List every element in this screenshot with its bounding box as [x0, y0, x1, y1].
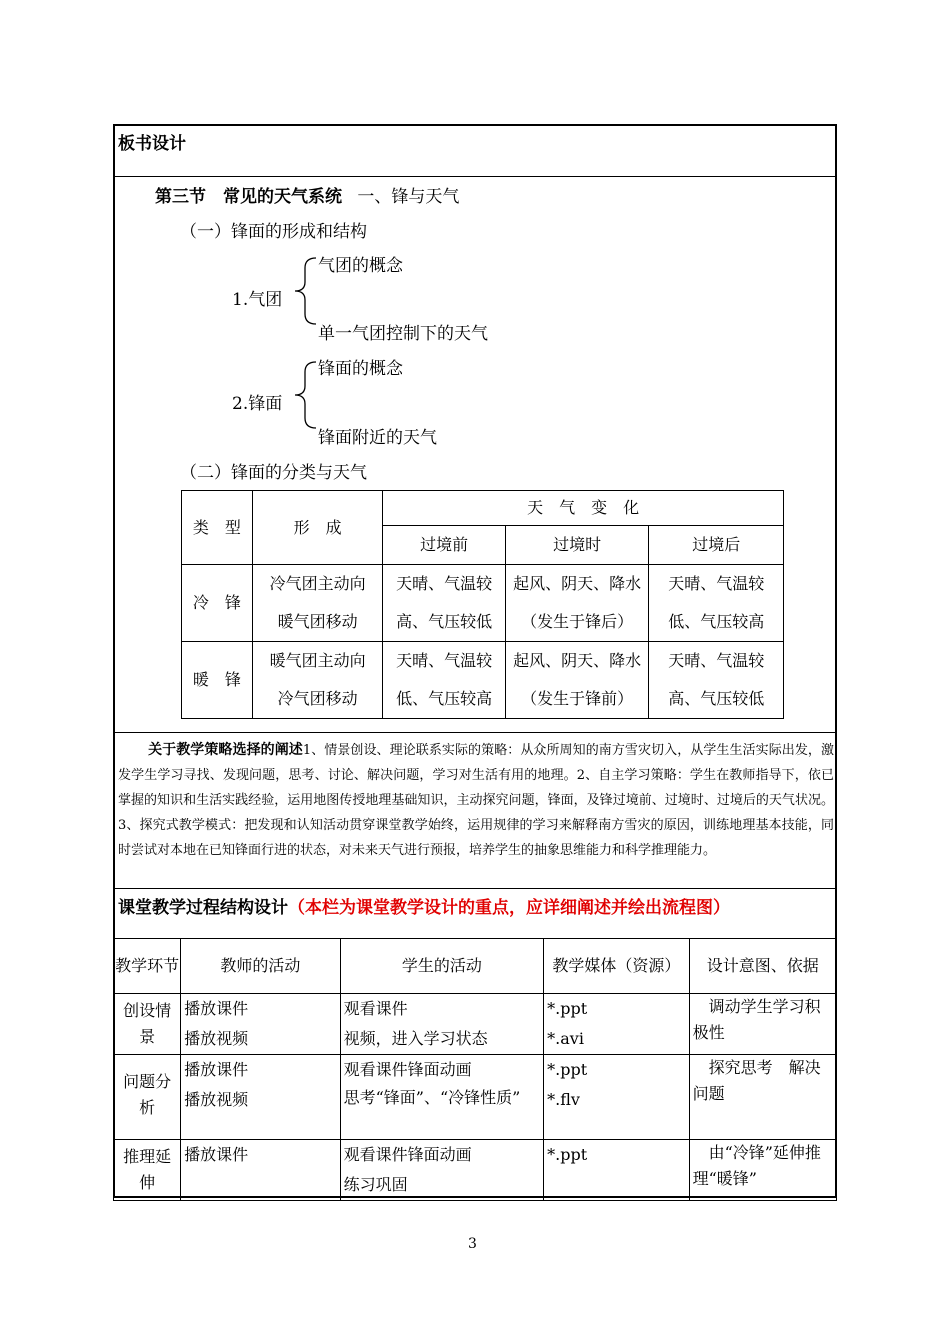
- front-type: 暖 锋: [182, 642, 253, 719]
- sub-before-header: 过境前: [383, 526, 506, 565]
- col-change-header: 天 气 变 化: [383, 491, 784, 526]
- strategy-title: 关于教学策略选择的阐述: [148, 742, 303, 758]
- board-title-topic: 一、锋与天气: [357, 187, 460, 207]
- front-weather: 锋面附近的天气: [318, 428, 437, 448]
- media-cell: *.ppt *.flv: [544, 1055, 689, 1140]
- process-title: 课堂教学过程结构设计: [118, 898, 288, 918]
- board-title: [155, 182, 459, 207]
- front-weather-table: [181, 490, 784, 719]
- table-row: [114, 1140, 837, 1201]
- airmass-label: 1.气团: [232, 290, 283, 310]
- process-note: （本栏为课堂教学设计的重点，应详细阐述并绘出流程图）: [288, 898, 730, 918]
- col-form-header: 形 成: [252, 491, 383, 565]
- front-type: 冷 锋: [182, 565, 253, 642]
- student-cell: 观看课件锋面动画 练习巩固: [340, 1140, 544, 1201]
- weather-during: 起风、阴天、降水 （发生于锋前）: [505, 642, 648, 719]
- stage-cell: 问题分析: [114, 1055, 181, 1140]
- col-type-header: 类 型: [182, 491, 253, 565]
- airmass-concept: 气团的概念: [318, 256, 403, 276]
- front-formation: 冷气团主动向 暖气团移动: [252, 565, 383, 642]
- teacher-cell: 播放课件: [181, 1140, 340, 1201]
- board-header: 板书设计: [118, 134, 186, 154]
- sub-after-header: 过境后: [649, 526, 784, 565]
- teacher-header: 教师的活动: [181, 939, 340, 994]
- table-row: [114, 1055, 837, 1140]
- front-concept: 锋面的概念: [318, 359, 403, 379]
- weather-before: 天晴、气温较 高、气压较低: [383, 565, 506, 642]
- intent-cell: 探究思考 解决问题: [689, 1055, 836, 1140]
- page-number: 3: [468, 1236, 477, 1252]
- board-subheading-2: （二）锋面的分类与天气: [180, 463, 367, 483]
- sub-during-header: 过境时: [505, 526, 648, 565]
- weather-before: 天晴、气温较 低、气压较高: [383, 642, 506, 719]
- strategy-paragraph: [118, 738, 834, 863]
- strategy-text: 1、情景创设、理论联系实际的策略：从众所周知的南方雪灾切入，从学生生活实际出发，激发学生学习寻找、发现问题，思考、讨论、解决问题，学习对生活有用的地理。2、自主学习策略：学生在教师指导下，依已掌握的知识和生活实践经验，运用地图传授地理基础知识，主动探究问题，锋面，及锋过境前、过境时、过境后的天气状况。3、探究式教学模式：把发现和认知活动贯穿课堂教学始终，运用规律的学习来解释南方雪灾的原因，训练地理基本技能，同时尝试对本地在已知锋面行进的状态，对未来天气进行预报，培养学生的抽象思维能力和科学推理能力。: [118, 743, 834, 858]
- student-cell: 观看课件锋面动画 思考“锋面”、“冷锋性质”: [340, 1055, 544, 1140]
- divider: [114, 888, 836, 889]
- table-row: [182, 565, 784, 642]
- divider: [114, 732, 836, 733]
- weather-after: 天晴、气温较 高、气压较低: [649, 642, 784, 719]
- divider: [114, 176, 836, 177]
- weather-after: 天晴、气温较 低、气压较高: [649, 565, 784, 642]
- board-subheading-1: （一）锋面的形成和结构: [180, 222, 367, 242]
- stage-cell: 推理延伸: [114, 1140, 181, 1201]
- weather-during: 起风、阴天、降水 （发生于锋后）: [505, 565, 648, 642]
- intent-header: 设计意图、依据: [689, 939, 836, 994]
- airmass-weather: 单一气团控制下的天气: [318, 324, 488, 344]
- brace-icon: [292, 360, 318, 430]
- table-row: [182, 642, 784, 719]
- intent-cell: 调动学生学习积极性: [689, 994, 836, 1055]
- media-header: 教学媒体（资源）: [544, 939, 689, 994]
- process-header: [118, 893, 730, 918]
- teacher-cell: 播放课件 播放视频: [181, 1055, 340, 1140]
- brace-icon: [292, 256, 318, 326]
- intent-cell: 由“冷锋”延伸推理“暖锋”: [689, 1140, 836, 1201]
- process-table: [113, 938, 837, 1201]
- stage-header: 教学环节: [114, 939, 181, 994]
- stage-cell: 创设情景: [114, 994, 181, 1055]
- student-header: 学生的活动: [340, 939, 544, 994]
- media-cell: *.ppt: [544, 1140, 689, 1201]
- media-cell: *.ppt *.avi: [544, 994, 689, 1055]
- student-cell: 观看课件 视频，进入学习状态: [340, 994, 544, 1055]
- board-title-section: 第三节 常见的天气系统: [155, 187, 342, 207]
- front-label: 2.锋面: [232, 394, 283, 414]
- table-row: [114, 994, 837, 1055]
- teacher-cell: 播放课件 播放视频: [181, 994, 340, 1055]
- front-formation: 暖气团主动向 冷气团移动: [252, 642, 383, 719]
